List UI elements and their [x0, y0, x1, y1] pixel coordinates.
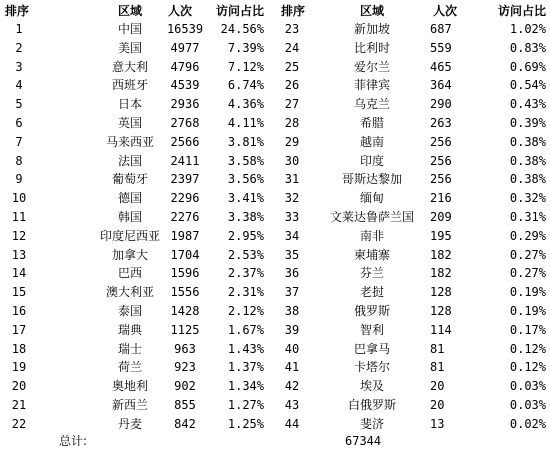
row-rank: 23 — [284, 22, 300, 36]
row-region: 瑞士 — [117, 341, 142, 356]
row-share: 3.38% — [227, 210, 264, 224]
row-visits: 182 — [430, 247, 452, 262]
row-visits: 842 — [174, 416, 196, 431]
row-share: 1.25% — [227, 416, 264, 431]
row-region: 斐济 — [359, 416, 384, 431]
row-rank: 3 — [15, 59, 23, 74]
row-rank: 29 — [284, 134, 300, 149]
row-region: 希腊 — [359, 116, 384, 130]
row-visits: 256 — [430, 153, 452, 168]
row-rank: 34 — [284, 228, 300, 243]
row-region: 新加坡 — [353, 22, 390, 36]
row-share: 3.58% — [227, 153, 264, 168]
row-region: 日本 — [117, 97, 142, 112]
row-rank: 21 — [11, 398, 27, 412]
row-share: 6.74% — [227, 78, 264, 93]
row-rank: 26 — [284, 78, 300, 93]
row-visits: 2296 — [170, 191, 200, 206]
row-visits: 195 — [430, 228, 452, 243]
row-region: 智利 — [359, 322, 384, 337]
row-rank: 4 — [15, 78, 23, 93]
row-rank: 13 — [11, 247, 27, 262]
row-share: 2.53% — [227, 247, 264, 262]
row-rank: 41 — [284, 360, 300, 375]
row-visits: 256 — [430, 172, 452, 187]
row-visits: 1125 — [170, 322, 200, 337]
row-region: 西班牙 — [111, 78, 148, 93]
row-share: 0.12% — [509, 360, 546, 375]
row-share: 0.17% — [509, 322, 546, 337]
row-share: 0.03% — [509, 379, 546, 394]
row-region: 埃及 — [359, 379, 384, 394]
row-region: 中国 — [117, 22, 142, 36]
row-share: 1.43% — [227, 341, 264, 356]
row-visits: 20 — [430, 379, 445, 394]
row-region: 哥斯达黎加 — [341, 172, 402, 187]
row-visits: 855 — [174, 398, 196, 412]
row-region: 印度尼西亚 — [99, 228, 160, 243]
row-region: 英国 — [117, 116, 142, 130]
row-share: 2.31% — [227, 285, 264, 300]
row-region: 菲律宾 — [353, 78, 390, 93]
row-rank: 24 — [284, 40, 300, 55]
total-value: 67344 — [345, 434, 382, 448]
row-visits: 114 — [430, 322, 452, 337]
row-rank: 9 — [15, 172, 23, 187]
row-region: 爱尔兰 — [353, 59, 390, 74]
row-visits: 16539 — [166, 22, 204, 36]
row-visits: 182 — [430, 266, 452, 281]
row-region: 韩国 — [117, 210, 142, 224]
row-visits: 128 — [430, 304, 452, 318]
row-rank: 31 — [284, 172, 300, 187]
row-visits: 256 — [430, 134, 452, 149]
row-rank: 28 — [284, 116, 300, 130]
row-share: 7.39% — [227, 40, 264, 55]
row-region: 丹麦 — [117, 416, 142, 431]
row-visits: 2276 — [170, 210, 200, 224]
row-visits: 2768 — [170, 116, 200, 130]
row-visits: 1428 — [170, 304, 200, 318]
row-visits: 4796 — [170, 59, 200, 74]
row-rank: 39 — [284, 322, 300, 337]
row-share: 0.03% — [509, 398, 546, 412]
row-share: 1.67% — [227, 322, 264, 337]
row-share: 0.39% — [509, 116, 546, 130]
row-share: 0.19% — [509, 304, 546, 318]
left-header-rank: 排序 — [5, 4, 30, 18]
row-rank: 17 — [11, 322, 27, 337]
row-region: 柬埔寨 — [353, 247, 390, 262]
row-visits: 902 — [174, 379, 196, 394]
row-region: 乌克兰 — [353, 97, 390, 112]
row-rank: 11 — [11, 210, 27, 224]
row-visits: 209 — [430, 210, 452, 224]
row-share: 2.12% — [227, 304, 264, 318]
row-rank: 12 — [11, 228, 27, 243]
row-share: 1.37% — [227, 360, 264, 375]
row-share: 0.12% — [509, 341, 546, 356]
row-share: 0.83% — [509, 40, 546, 55]
row-region: 缅甸 — [359, 191, 384, 206]
row-share: 1.34% — [227, 379, 264, 394]
row-rank: 18 — [11, 341, 27, 356]
row-rank: 14 — [11, 266, 27, 281]
row-region: 德国 — [117, 191, 142, 206]
right-header-visits: 人次 — [432, 4, 457, 18]
row-visits: 1556 — [170, 285, 200, 300]
row-region: 芬兰 — [359, 266, 384, 281]
total-label: 总计: — [59, 434, 88, 448]
row-visits: 2411 — [170, 153, 200, 168]
row-visits: 923 — [174, 360, 196, 375]
row-region: 文莱达鲁萨兰国 — [329, 210, 414, 224]
row-share: 0.43% — [509, 97, 546, 112]
row-rank: 16 — [11, 304, 27, 318]
row-rank: 33 — [284, 210, 300, 224]
row-region: 葡萄牙 — [111, 172, 148, 187]
row-region: 奥地利 — [111, 379, 148, 394]
row-share: 1.02% — [509, 22, 546, 36]
right-header-share: 访问占比 — [497, 4, 546, 18]
left-header-visits: 人次 — [167, 4, 192, 18]
row-rank: 30 — [284, 153, 300, 168]
row-share: 4.11% — [227, 116, 264, 130]
row-visits: 963 — [174, 341, 196, 356]
row-share: 4.36% — [227, 97, 264, 112]
row-region: 巴西 — [117, 266, 142, 281]
row-share: 0.69% — [509, 59, 546, 74]
row-region: 越南 — [359, 134, 384, 149]
row-visits: 1987 — [170, 228, 200, 243]
row-visits: 290 — [430, 97, 452, 112]
row-share: 0.27% — [509, 266, 546, 281]
row-share: 7.12% — [227, 59, 264, 74]
row-rank: 5 — [15, 97, 23, 112]
row-visits: 2397 — [170, 172, 200, 187]
row-rank: 15 — [11, 285, 27, 300]
row-region: 法国 — [117, 153, 142, 168]
row-rank: 1 — [15, 22, 23, 36]
row-region: 加拿大 — [111, 247, 148, 262]
row-share: 24.56% — [220, 22, 264, 36]
row-visits: 1596 — [170, 266, 200, 281]
row-visits: 465 — [430, 59, 452, 74]
row-visits: 216 — [430, 191, 452, 206]
right-header-region: 区域 — [359, 4, 384, 18]
row-visits: 687 — [430, 22, 452, 36]
row-region: 巴拿马 — [353, 341, 390, 356]
row-rank: 38 — [284, 304, 300, 318]
row-share: 3.81% — [227, 134, 264, 149]
row-region: 荷兰 — [117, 360, 142, 375]
row-region: 南非 — [359, 228, 384, 243]
row-region: 新西兰 — [111, 398, 148, 412]
row-share: 3.41% — [227, 191, 264, 206]
row-visits: 81 — [430, 360, 445, 375]
right-header-rank: 排序 — [281, 4, 306, 18]
row-visits: 2566 — [170, 134, 200, 149]
row-visits: 263 — [430, 116, 452, 130]
left-header-share: 访问占比 — [215, 4, 264, 18]
row-rank: 8 — [15, 153, 23, 168]
row-share: 0.54% — [509, 78, 546, 93]
row-rank: 19 — [11, 360, 27, 375]
row-rank: 10 — [11, 191, 27, 206]
left-header-region: 区域 — [117, 4, 142, 18]
row-share: 0.38% — [509, 172, 546, 187]
row-region: 比利时 — [353, 40, 390, 55]
row-visits: 559 — [430, 40, 452, 55]
row-rank: 25 — [284, 59, 300, 74]
row-rank: 22 — [11, 416, 27, 431]
row-visits: 2936 — [170, 97, 200, 112]
row-share: 0.27% — [509, 247, 546, 262]
row-rank: 27 — [284, 97, 300, 112]
row-rank: 6 — [15, 116, 23, 130]
row-rank: 42 — [284, 379, 300, 394]
row-region: 马来西亚 — [105, 134, 154, 149]
row-visits: 13 — [430, 416, 445, 431]
row-region: 俄罗斯 — [353, 304, 390, 318]
row-share: 0.19% — [509, 285, 546, 300]
row-region: 印度 — [359, 153, 384, 168]
row-region: 卡塔尔 — [353, 360, 390, 375]
row-share: 2.37% — [227, 266, 264, 281]
row-rank: 32 — [284, 191, 300, 206]
row-visits: 81 — [430, 341, 445, 356]
row-rank: 36 — [284, 266, 300, 281]
row-rank: 35 — [284, 247, 300, 262]
row-share: 0.02% — [509, 416, 546, 431]
row-region: 意大利 — [111, 59, 148, 74]
row-share: 2.95% — [227, 228, 264, 243]
row-visits: 4977 — [170, 40, 200, 55]
row-share: 0.32% — [509, 191, 546, 206]
row-rank: 43 — [284, 398, 300, 412]
row-rank: 44 — [284, 416, 300, 431]
row-region: 泰国 — [117, 304, 142, 318]
row-region: 澳大利亚 — [105, 285, 154, 300]
row-rank: 20 — [11, 379, 27, 394]
row-visits: 1704 — [170, 247, 200, 262]
row-rank: 7 — [15, 134, 23, 149]
row-visits: 20 — [430, 398, 445, 412]
row-visits: 4539 — [170, 78, 200, 93]
row-visits: 128 — [430, 285, 452, 300]
row-region: 美国 — [117, 40, 142, 55]
row-rank: 37 — [284, 285, 300, 300]
row-share: 0.38% — [509, 153, 546, 168]
row-share: 0.38% — [509, 134, 546, 149]
row-region: 瑞典 — [117, 322, 142, 337]
row-region: 白俄罗斯 — [347, 398, 396, 412]
row-visits: 364 — [430, 78, 452, 93]
row-share: 3.56% — [227, 172, 264, 187]
row-region: 老挝 — [359, 285, 384, 300]
row-share: 0.29% — [509, 228, 546, 243]
row-share: 0.31% — [509, 210, 546, 224]
row-rank: 40 — [284, 341, 300, 356]
row-share: 1.27% — [227, 398, 264, 412]
row-rank: 2 — [15, 40, 23, 55]
